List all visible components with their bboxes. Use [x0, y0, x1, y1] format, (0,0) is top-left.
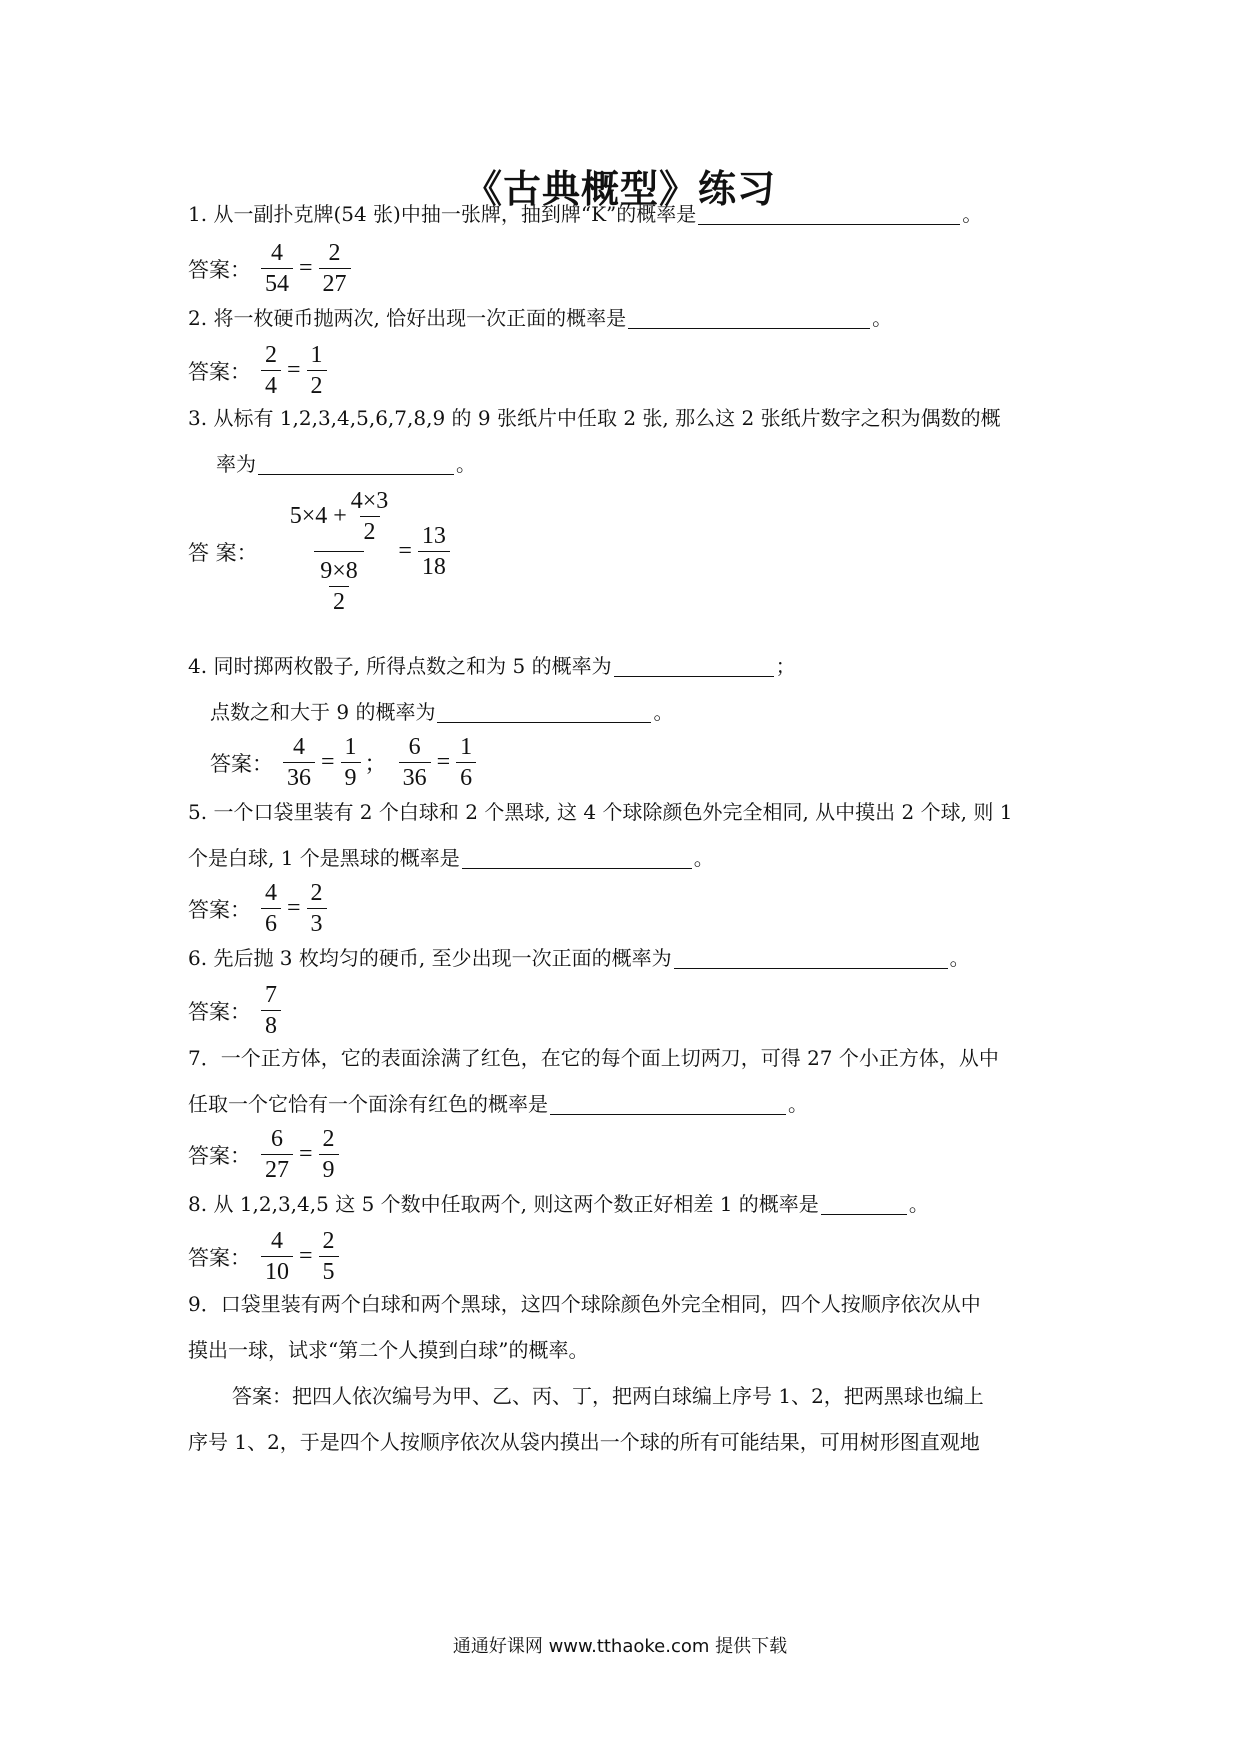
answer-label: 答 案： [188, 540, 258, 565]
answer-label: 答案： [188, 257, 251, 282]
question-9-text: 9．口袋里装有两个白球和两个黑球，这四个球除颜色外完全相同，四个人按顺序依次从中 [188, 1292, 981, 1316]
footer: 通通好课网 www.tthaoke.com 提供下载 [452, 1636, 788, 1657]
answer-label: 答案： [210, 751, 273, 776]
answer-9-line-1: 答案：把四人依次编号为甲、乙、丙、丁，把两白球编上序号 1、2，把两黑球也编上 [232, 1384, 984, 1408]
question-3 [188, 404, 1001, 432]
answer-5: 答案： $\frac{4}{6}$ = $\frac{2}{3}$ [188, 878, 329, 939]
question-7-text: 7．一个正方体，它的表面涂满了红色，在它的每个面上切两刀，可得 27 个小正方体，从中 [188, 1046, 999, 1070]
answer-label: 答案： [188, 897, 251, 922]
answer-blank [628, 308, 870, 329]
question-9 [188, 1290, 981, 1318]
page-title: 《古典概型》练习 [463, 166, 776, 211]
answer-blank [821, 1194, 907, 1215]
answer-blank [674, 948, 948, 969]
fraction: $\frac{2}{5}$ [319, 1226, 339, 1287]
question-7-line-2: 任取一个它恰有一个面涂有红色的概率是 。 [188, 1092, 808, 1116]
answer-blank [437, 702, 651, 723]
question-6-text: 6. 先后抛 3 枚均匀的硬币, 至少出现一次正面的概率为 [188, 946, 672, 970]
fraction: $\frac{1}{9}$ [341, 732, 361, 793]
answer-blank [462, 848, 692, 869]
question-3-text: 3. 从标有 1,2,3,4,5,6,7,8,9 的 9 张纸片中任取 2 张, 那么这 2 张纸片数字之积为偶数的概 [188, 406, 1001, 430]
fraction: $\frac{4}{10}$ [261, 1226, 293, 1287]
answer-2: 答案： $\frac{2}{4}$ = $\frac{1}{2}$ [188, 340, 329, 401]
answer-6 [188, 980, 283, 1041]
answer-4: 答案： $\frac{4}{36}$ = $\frac{1}{9}$ ； $\frac{6}{36}$ = $\frac{1}{6}$ [210, 732, 478, 793]
answer-3: 答 案： 5×4 + $\frac{4\times 3}{2}$ 9×8 2 = $\frac{13}{18}$ [188, 486, 452, 617]
answer-1: 答案： $\frac{4}{54}$ = $\frac{2}{27}$ [188, 238, 353, 299]
fraction: $\frac{1}{2}$ [307, 340, 327, 401]
fraction: $\frac{4}{36}$ [283, 732, 315, 793]
fraction: $\frac{4}{54}$ [261, 238, 293, 299]
fraction: $\frac{7}{8}$ [261, 980, 281, 1041]
fraction: $\frac{2}{9}$ [319, 1124, 339, 1185]
question-5-line-2: 个是白球, 1 个是黑球的概率是 。 [188, 846, 714, 870]
answer-9-line-2: 序号 1、2，于是四个人按顺序依次从袋内摸出一个球的所有可能结果，可用树形图直观地 [188, 1430, 980, 1454]
fraction: $\frac{13}{18}$ [418, 521, 450, 582]
question-1-text: 1. 从一副扑克牌(54 张)中抽一张牌，抽到牌“K”的概率是 [188, 202, 697, 226]
question-5-text: 5. 一个口袋里装有 2 个白球和 2 个黑球, 这 4 个球除颜色外完全相同, 从中摸出 2 个球, 则 1 [188, 800, 1013, 824]
answer-label: 答案： [188, 359, 251, 384]
question-8: 8. 从 1,2,3,4,5 这 5 个数中任取两个, 则这两个数正好相差 1 的概率是 。 [188, 1192, 929, 1216]
question-9-line-2: 摸出一球，试求“第二个人摸到白球”的概率。 [188, 1338, 589, 1362]
fraction: $\frac{2}{3}$ [307, 878, 327, 939]
answer-label: 答案： [188, 1143, 251, 1168]
question-8-text: 8. 从 1,2,3,4,5 这 5 个数中任取两个, 则这两个数正好相差 1 的概率是 [188, 1192, 819, 1216]
answer-blank [550, 1094, 786, 1115]
fraction: $\frac{2}{4}$ [261, 340, 281, 401]
question-5 [188, 798, 1012, 826]
question-7 [188, 1044, 999, 1072]
question-4-text: 4. 同时掷两枚骰子, 所得点数之和为 5 的概率为 [188, 654, 612, 678]
answer-label: 答案： [188, 999, 251, 1024]
question-1: 1. 从一副扑克牌(54 张)中抽一张牌，抽到牌“K”的概率是 。 [188, 202, 983, 226]
fraction: $\frac{1}{6}$ [456, 732, 476, 793]
answer-blank [258, 454, 454, 475]
answer-8: 答案： $\frac{4}{10}$ = $\frac{2}{5}$ [188, 1226, 341, 1287]
answer-blank [698, 204, 960, 225]
answer-blank [614, 656, 774, 677]
fraction: $\frac{2}{27}$ [319, 238, 351, 299]
question-3-line-2: 率为 。 [216, 452, 476, 476]
question-2-text: 2. 将一枚硬币抛两次, 恰好出现一次正面的概率是 [188, 306, 627, 330]
complex-fraction: 5×4 + $\frac{4\times 3}{2}$ 9×8 2 [289, 488, 389, 615]
fraction: $\frac{6}{27}$ [261, 1124, 293, 1185]
fraction: $\frac{4}{6}$ [261, 878, 281, 939]
fraction: $\frac{6}{36}$ [399, 732, 431, 793]
question-2: 2. 将一枚硬币抛两次, 恰好出现一次正面的概率是 。 [188, 306, 893, 330]
question-6: 6. 先后抛 3 枚均匀的硬币, 至少出现一次正面的概率为 。 [188, 946, 970, 970]
answer-7: 答案： $\frac{6}{27}$ = $\frac{2}{9}$ [188, 1124, 341, 1185]
question-4: 4. 同时掷两枚骰子, 所得点数之和为 5 的概率为 ； [188, 654, 796, 678]
answer-label: 答案： [188, 1245, 251, 1270]
question-4-line-2: 点数之和大于 9 的概率为 。 [210, 700, 674, 724]
